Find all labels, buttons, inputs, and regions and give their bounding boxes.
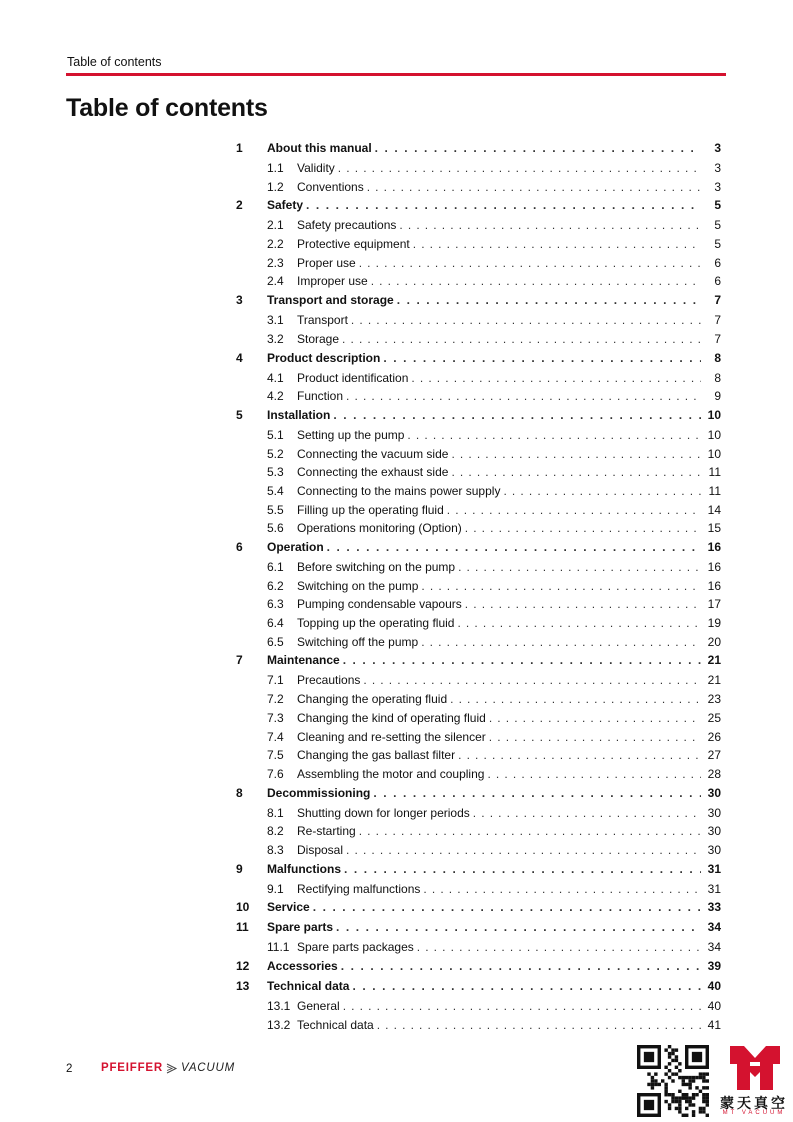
toc-dot-leader [351,314,701,326]
toc-dot-leader [397,294,701,306]
toc-chapter-title: Maintenance [267,653,340,668]
toc-chapter-number: 13 [236,979,250,993]
toc-section-row[interactable] [236,561,721,580]
toc-section-row[interactable] [236,429,721,448]
toc-section-row[interactable] [236,580,721,599]
toc-chapter-number: 6 [236,540,243,554]
toc-section-row[interactable] [236,448,721,467]
toc-section-row[interactable] [236,712,721,731]
toc-page-number: 19 [707,616,721,631]
mt-chinese-name: 蒙天真空 [720,1095,788,1111]
toc-section-title: Changing the operating fluid [297,692,448,707]
toc-section-title: Filling up the operating fluid [297,502,444,517]
toc-dot-leader [338,162,701,174]
mt-vacuum-logo [716,1044,792,1120]
mt-english-name: MT VACUUM [722,1110,786,1116]
toc-section-number: 6.4 [267,616,284,631]
toc-section-number: 6.5 [267,634,284,649]
toc-section-number: 3.1 [267,313,284,328]
toc-section-row[interactable] [236,844,721,863]
toc-section-number: 13.2 [267,1017,291,1032]
toc-page-number: 3 [714,161,721,175]
toc-section-title: Technical data [297,1017,374,1032]
toc-page-number: 23 [707,692,721,707]
toc-section-number: 5.6 [267,521,284,536]
toc-section-title: Setting up the pump [297,427,405,442]
toc-page-number: 21 [707,653,721,668]
toc-chapter-title: Malfunctions [267,861,341,876]
toc-section-title: Validity [297,161,335,175]
toc-section-number: 4.1 [267,370,284,385]
toc-page-number: 8 [714,370,721,385]
toc-dot-leader [451,448,701,460]
header-rule [66,73,726,76]
toc-page-number: 41 [707,1017,721,1032]
pfeiffer-logo [101,1062,235,1074]
toc-chapter-title: Decommissioning [267,785,371,800]
toc-section-title: Improper use [297,274,368,289]
toc-section-title: Pumping condensable vapours [297,597,462,612]
toc-page-number: 7 [714,313,721,328]
qr-code-icon [637,1045,709,1117]
toc-section-row[interactable] [236,485,721,504]
toc-section-title: Re-starting [297,824,356,839]
toc-section-row[interactable] [236,333,721,352]
toc-dot-leader [489,712,701,724]
toc-dot-leader [359,257,701,269]
toc-dot-leader [343,1000,701,1012]
toc-section-title: Precautions [297,673,361,688]
toc-chapter-title: Service [267,900,310,915]
toc-section-title: General [297,999,340,1013]
toc-dot-leader [487,768,701,780]
toc-page-number: 14 [707,502,721,517]
toc-page-number: 3 [714,179,721,194]
toc-dot-leader [367,181,701,193]
toc-section-row[interactable] [236,941,721,960]
running-header: Table of contents [67,55,162,69]
toc-section-title: Protective equipment [297,237,410,252]
toc-page-number: 31 [707,881,721,896]
toc-section-title: Topping up the operating fluid [297,616,455,631]
toc-page-number: 5 [714,218,721,233]
toc-section-number: 8.1 [267,805,284,820]
toc-page-number: 25 [707,710,721,725]
toc-chapter-row[interactable] [236,142,721,162]
toc-page-number: 30 [707,842,721,857]
toc-list [236,142,721,1037]
toc-dot-leader [413,238,701,250]
toc-section-number: 7.3 [267,710,284,725]
toc-section-title: Operations monitoring (Option) [297,521,462,536]
toc-section-number: 8.2 [267,824,284,839]
toc-chapter-row[interactable] [236,787,721,807]
toc-dot-leader [473,807,701,819]
toc-chapter-row[interactable] [236,294,721,314]
toc-section-row[interactable] [236,598,721,617]
toc-dot-leader [465,598,701,610]
toc-section-title: Connecting the vacuum side [297,446,449,461]
toc-section-row[interactable] [236,749,721,768]
toc-section-number: 5.1 [267,427,284,442]
toc-chapter-row[interactable] [236,352,721,372]
toc-chapter-number: 5 [236,407,243,422]
footer-page-number: 2 [66,1063,73,1075]
toc-section-number: 7.5 [267,748,284,763]
toc-dot-leader [503,485,701,497]
toc-section-number: 5.3 [267,465,284,480]
toc-dot-leader [465,522,701,534]
toc-chapter-title: Accessories [267,959,338,973]
toc-chapter-number: 12 [236,959,250,973]
toc-section-row[interactable] [236,825,721,844]
toc-section-row[interactable] [236,466,721,485]
toc-section-title: Storage [297,331,340,346]
toc-dot-leader [375,142,701,154]
toc-section-title: Conventions [297,179,364,194]
toc-page-number: 11 [708,465,721,480]
toc-page-number: 39 [707,959,721,973]
toc-section-number: 2.3 [267,255,284,270]
toc-page-number: 40 [707,979,721,993]
toc-section-row[interactable] [236,674,721,693]
toc-page-number: 30 [707,785,721,800]
toc-chapter-number: 11 [236,920,249,935]
toc-chapter-row[interactable] [236,921,721,941]
brand-sub-text: VACUUM [181,1062,236,1074]
toc-dot-leader [377,1019,701,1031]
toc-chapter-title: Installation [267,407,331,422]
toc-section-title: Product identification [297,370,409,385]
toc-section-number: 7.6 [267,766,284,781]
toc-chapter-number: 4 [236,350,243,365]
toc-chapter-row[interactable] [236,654,721,674]
toc-section-title: Safety precautions [297,218,397,233]
toc-section-row[interactable] [236,1000,721,1019]
toc-section-number: 11.1 [267,940,290,955]
toc-page-number: 7 [714,293,721,308]
toc-dot-leader [447,504,701,516]
toc-chapter-row[interactable] [236,980,721,1000]
toc-chapter-number: 7 [236,653,243,668]
toc-chapter-number: 8 [236,785,243,800]
toc-page-number: 7 [714,331,721,346]
toc-section-number: 2.4 [267,274,284,289]
toc-section-number: 9.1 [267,881,284,896]
toc-section-row[interactable] [236,768,721,787]
toc-chapter-title: Product description [267,350,381,365]
toc-dot-leader [352,980,701,992]
toc-section-row[interactable] [236,504,721,523]
toc-chapter-title: Transport and storage [267,293,394,308]
toc-section-row[interactable] [236,522,721,541]
toc-section-number: 5.5 [267,502,284,517]
toc-section-number: 6.1 [267,560,284,574]
toc-section-title: Cleaning and re-setting the silencer [297,729,486,744]
toc-section-title: Connecting the exhaust side [297,465,449,480]
toc-section-number: 1.2 [267,179,284,194]
toc-section-row[interactable] [236,257,721,276]
toc-chapter-row[interactable] [236,409,721,429]
toc-section-row[interactable] [236,219,721,238]
toc-dot-leader [306,199,701,211]
toc-page-number: 21 [707,673,721,688]
toc-dot-leader [341,960,701,972]
toc-page-number: 28 [707,766,721,781]
toc-section-title: Proper use [297,255,356,270]
toc-section-title: Spare parts packages [297,940,414,955]
brand-main-text: PFEIFFER [101,1062,163,1074]
toc-section-title: Assembling the motor and coupling [297,766,485,781]
toc-chapter-number: 1 [236,141,243,155]
toc-chapter-row[interactable] [236,863,721,883]
toc-dot-leader [344,863,701,875]
toc-dot-leader [423,883,701,895]
toc-page-number: 20 [707,634,721,649]
toc-section-number: 13.1 [267,999,291,1013]
toc-page-number: 27 [707,748,721,763]
toc-section-number: 5.2 [267,446,284,461]
toc-page-number: 15 [707,521,721,536]
toc-page-number: 16 [707,540,721,554]
toc-section-number: 1.1 [267,161,284,175]
toc-section-title: Connecting to the mains power supply [297,483,501,498]
toc-dot-leader [327,541,701,553]
toc-page-number: 31 [707,861,721,876]
toc-chapter-title: Technical data [267,979,350,993]
toc-dot-leader [421,636,701,648]
toc-dot-leader [346,844,701,856]
toc-dot-leader [457,617,701,629]
toc-section-title: Before switching on the pump [297,560,456,574]
toc-page-number: 5 [714,198,721,213]
toc-page-number: 17 [707,597,721,612]
toc-dot-leader [373,787,701,799]
toc-dot-leader [371,275,701,287]
toc-chapter-title: About this manual [267,141,372,155]
toc-page-number: 10 [707,427,721,442]
toc-section-number: 6.2 [267,578,284,593]
toc-section-row[interactable] [236,636,721,655]
toc-section-title: Changing the kind of operating fluid [297,710,486,725]
toc-page-number: 11 [708,483,721,498]
toc-dot-leader [407,429,701,441]
toc-section-title: Disposal [297,842,344,857]
toc-dot-leader [359,825,701,837]
mt-mark-icon [730,1046,780,1090]
toc-dot-leader [458,749,701,761]
toc-page-number: 30 [707,824,721,839]
toc-dot-leader [333,409,701,421]
toc-section-title: Function [297,389,344,404]
toc-page-number: 40 [707,999,721,1013]
toc-section-row[interactable] [236,314,721,333]
toc-section-row[interactable] [236,617,721,636]
toc-section-row[interactable] [236,883,721,902]
toc-page-number: 16 [707,578,721,593]
toc-section-title: Switching off the pump [297,634,419,649]
toc-page-number: 26 [707,729,721,744]
toc-page-number: 8 [714,350,721,365]
toc-section-row[interactable] [236,181,721,200]
toc-page-number: 33 [707,900,721,915]
toc-section-row[interactable] [236,1019,721,1038]
toc-section-number: 4.2 [267,389,284,404]
toc-section-row[interactable] [236,238,721,257]
toc-section-title: Changing the gas ballast filter [297,748,456,763]
toc-chapter-row[interactable] [236,901,721,921]
toc-dot-leader [458,561,701,573]
toc-page-number: 6 [714,274,721,289]
toc-dot-leader [383,352,701,364]
toc-chapter-row[interactable] [236,960,721,980]
toc-page-number: 9 [714,389,721,404]
toc-chapter-number: 2 [236,198,243,213]
toc-page-number: 34 [707,920,721,935]
toc-dot-leader [313,901,701,913]
toc-section-number: 7.4 [267,729,284,744]
toc-section-number: 7.1 [267,673,284,688]
toc-dot-leader [417,941,701,953]
toc-page-number: 6 [714,255,721,270]
toc-page-number: 30 [707,805,721,820]
toc-section-row[interactable] [236,807,721,826]
toc-dot-leader [346,390,701,402]
toc-page-number: 34 [707,940,721,955]
toc-dot-leader [451,466,701,478]
toc-chapter-row[interactable] [236,199,721,219]
toc-page-number: 3 [714,141,721,155]
toc-page-number: 10 [707,407,721,422]
toc-dot-leader [336,921,701,933]
toc-dot-leader [399,219,701,231]
toc-section-row[interactable] [236,731,721,750]
toc-page-number: 16 [707,560,721,574]
toc-section-row[interactable] [236,372,721,391]
toc-dot-leader [363,674,701,686]
toc-chapter-number: 10 [236,900,250,915]
page-title: Table of contents [66,94,268,122]
toc-section-title: Rectifying malfunctions [297,881,421,896]
toc-section-number: 3.2 [267,331,284,346]
toc-dot-leader [450,693,701,705]
toc-section-title: Transport [297,313,348,328]
toc-section-number: 6.3 [267,597,284,612]
toc-section-number: 8.3 [267,842,284,857]
toc-section-title: Switching on the pump [297,578,419,593]
toc-dot-leader [421,580,701,592]
toc-section-number: 2.2 [267,237,284,252]
toc-chapter-title: Operation [267,540,324,554]
toc-section-title: Shutting down for longer periods [297,805,470,820]
toc-chapter-row[interactable] [236,541,721,561]
toc-section-row[interactable] [236,693,721,712]
toc-section-row[interactable] [236,275,721,294]
toc-chapter-title: Safety [267,198,304,213]
toc-dot-leader [411,372,701,384]
toc-section-row[interactable] [236,390,721,409]
toc-page-number: 5 [714,237,721,252]
toc-section-number: 5.4 [267,483,284,498]
toc-page-number: 10 [707,446,721,461]
toc-dot-leader [343,654,701,666]
toc-section-number: 2.1 [267,218,284,233]
toc-section-number: 7.2 [267,692,284,707]
toc-section-row[interactable] [236,162,721,181]
toc-chapter-number: 3 [236,293,243,308]
toc-dot-leader [489,731,701,743]
toc-dot-leader [342,333,701,345]
toc-chapter-title: Spare parts [267,920,334,935]
brand-separator-icon [166,1063,178,1074]
toc-chapter-number: 9 [236,861,243,876]
